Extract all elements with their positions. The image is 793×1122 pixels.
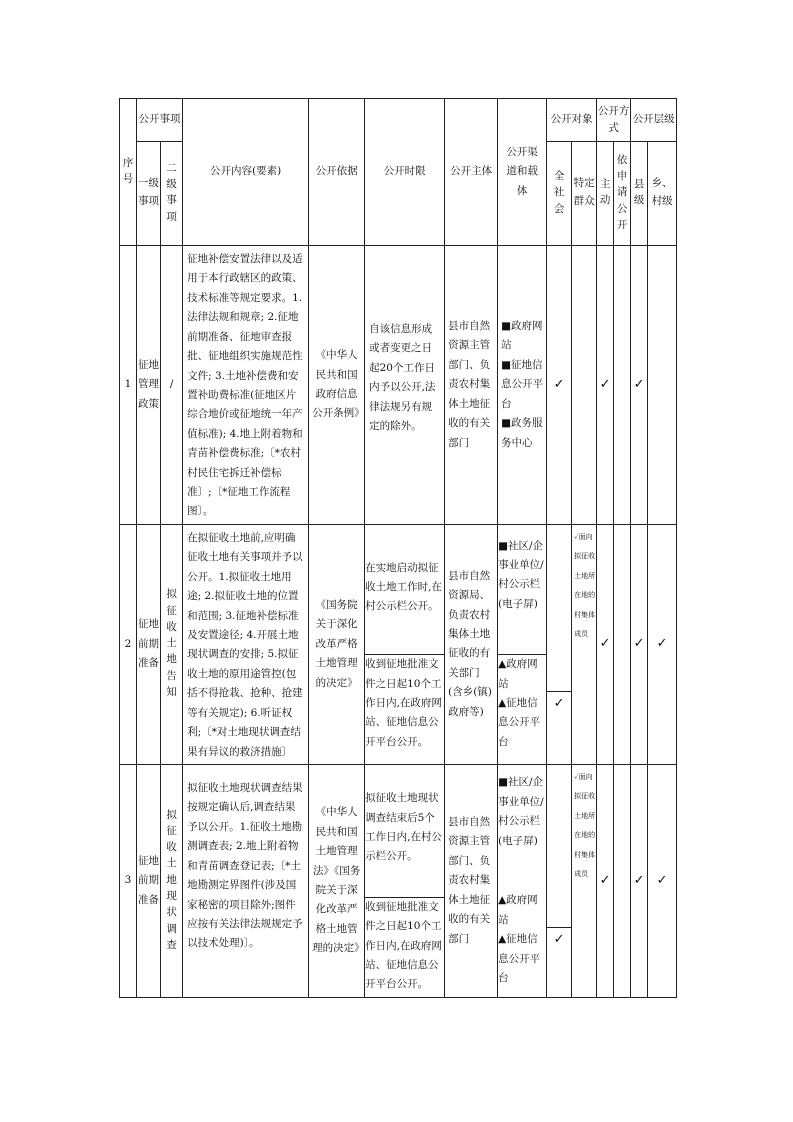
specific-check [572, 246, 597, 525]
level2-header-cell [161, 142, 183, 246]
time-limit-cell [365, 524, 445, 764]
all-society-check-village [547, 810, 571, 928]
town-check: ✓ [648, 764, 677, 997]
time-limit-split [365, 767, 444, 995]
content-cell: 征地补偿安置法律以及适用于本行政辖区的政策、技术标准等规定要求。1.法律法规和规章; 2.征地前期准备、征地审查报批、征地组织实施规范性文件; 3.土地补偿费和安置补助费标准(征地区片综合地价或征地统一年产值标准); 4.地上附着物和青苗补偿费标准;〔*农村村民住宅拆迁补偿标准〕;〔*征地工作流程图〕。 [183, 246, 309, 525]
header-row-1 [120, 99, 677, 142]
active-header-cell [597, 142, 614, 246]
specific-note: ✓面向拟征收土地所在地的村集体成员 [574, 772, 596, 879]
town-header-cell [648, 142, 677, 246]
time-limit-online: 收到征地批准文件之日起10个工作日内,在政府网站、征地信息公开平台公开。 [365, 897, 444, 995]
subject-cell: 县市自然资源主管部门、负责农村集体土地征收的有关部门 [445, 246, 498, 525]
channel-item: ■社区/企事业单位/村公示栏(电子屏) [498, 776, 544, 847]
county-check: ✓ [631, 764, 648, 997]
channel-online [498, 891, 546, 988]
county-check: ✓ [631, 524, 648, 764]
all-society-cell [547, 764, 572, 997]
all-society-cell [547, 524, 572, 764]
public-objects-header: 公开对象 [547, 99, 597, 142]
channel-village [498, 773, 546, 891]
basis-cell: 《国务院关于深化改革严格土地管理的决定》 [309, 524, 365, 764]
channel-item: ■征地信息公开平台 [501, 358, 544, 410]
active-check: ✓ [597, 524, 614, 764]
subject-cell: 县市自然资源主管部门、负责农村集体土地征收的有关部门 [445, 764, 498, 997]
request-check [614, 246, 631, 525]
specific-cell [572, 524, 597, 764]
seq-cell: 1 [120, 246, 137, 525]
time-limit-cell [365, 764, 445, 997]
all-society-check-online: ✓ [547, 691, 571, 716]
basis-cell: 《中华人民共和国土地管理法》《国务院关于深化改革严格土地管理的决定》 [309, 764, 365, 997]
time-limit-village: 拟征收土地现状调查结束后5个工作日内,在村公示栏公开。 [365, 792, 442, 863]
table-row [120, 524, 677, 764]
seq-cell: 2 [120, 524, 137, 764]
level1-header-cell [137, 142, 161, 246]
level1-cell [137, 764, 161, 997]
channel-item: ■政务服务中心 [501, 417, 543, 449]
level1-cell [137, 524, 161, 764]
all-society-header: 全社会 [553, 170, 565, 215]
level1-text: 征地前期准备 [138, 854, 160, 906]
disclosure-table [119, 98, 677, 998]
basis-cell: 《中华人民共和国政府信息公开条例》 [309, 246, 365, 525]
content-cell: 在拟征收土地前,应明确征收土地有关事项并予以公开。1.拟征收土地用途; 2.拟征收土地的位置和范围; 3.征地补偿标准及安置途径; 4.开展土地现状调查的安排; 5.拟征收土地的原用途管控(包括不得抢栽、抢种、抢建等有关规定); 6.听证权利;〔*对土地现状调查结果有异议的救济措施〕 [183, 524, 309, 764]
level2-text: 拟征收土地告知 [166, 588, 177, 699]
table-row [120, 764, 677, 997]
channel-split [498, 537, 546, 753]
level2-header: 二级事项 [166, 161, 177, 223]
table-row [120, 246, 677, 525]
town-check [648, 246, 677, 525]
active-check: ✓ [597, 764, 614, 997]
channel-village [498, 537, 546, 655]
time-limit-online: 收到征地批准文件之日起10个工作日内,在政府网站、征地信息公开平台公开。 [365, 655, 444, 753]
county-header: 县级 [633, 178, 645, 207]
level1-cell [137, 246, 161, 525]
channel-item: ■政府网站 [501, 319, 543, 352]
channel-cell [498, 246, 547, 525]
seq-cell: 3 [120, 764, 137, 997]
request-header-cell [614, 142, 631, 246]
request-check [614, 524, 631, 764]
channel-item: ▲征地信息公开平台 [498, 696, 541, 748]
public-method-header: 公开方式 [597, 99, 631, 142]
level2-cell [161, 524, 183, 764]
content-header: 公开内容(要素) [183, 99, 309, 246]
basis-header: 公开依据 [309, 99, 365, 246]
level2-cell [161, 764, 183, 997]
channel-cell [498, 524, 547, 764]
seq-header-cell [120, 99, 137, 246]
specific-header-cell [572, 142, 597, 246]
channel-online [498, 655, 546, 753]
channel-item: ▲政府网站 [498, 894, 538, 926]
time-limit-cell: 自该信息形成或者变更之日起20个工作日内予以公开,法律法规另有规定的除外。 [365, 246, 445, 525]
subject-cell: 县市自然资源局、负责农村集体土地征收的有关部门(含乡(镇)政府等) [445, 524, 498, 764]
public-items-header: 公开事项 [137, 99, 183, 142]
all-society-check: ✓ [547, 246, 572, 525]
all-society-split [547, 810, 571, 953]
channel-item: ▲政府网站 [498, 658, 538, 690]
content-cell: 拟征收土地现状调查结果按规定确认后,调查结果予以公开。1.征收土地勘测调查表; 2.地上附着物和青苗调查登记表;〔*土地勘测定界图件(涉及国家秘密的项目除外;图件应按有关法律法规规定予以技术处理)〕。 [183, 764, 309, 997]
specific-header: 特定群众 [573, 177, 595, 208]
active-header: 主动 [599, 178, 611, 207]
level2-cell: / [161, 246, 183, 525]
level1-text: 征地前期准备 [138, 618, 160, 670]
channel-cell [498, 764, 547, 997]
county-header-cell [631, 142, 648, 246]
seq-header: 序号 [122, 156, 134, 185]
level1-text: 征地管理政策 [138, 358, 160, 410]
channel-item: ▲征地信息公开平台 [498, 933, 541, 985]
town-check: ✓ [648, 524, 677, 764]
request-check [614, 764, 631, 997]
county-check: ✓ [631, 246, 648, 525]
public-level-header: 公开层级 [631, 99, 677, 142]
channel-item: ■社区/企事业单位/村公示栏(电子屏) [498, 539, 544, 610]
all-society-header-cell [547, 142, 572, 246]
channel-header: 公开渠道和载体 [498, 99, 547, 246]
time-limit-village: 在实地启动拟征收土地工作时,在村公示栏公开。 [365, 561, 442, 613]
specific-cell [572, 764, 597, 997]
subject-header: 公开主体 [445, 99, 498, 246]
town-header: 乡、村级 [651, 177, 673, 208]
level1-header: 一级事项 [138, 177, 160, 208]
all-society-split [547, 573, 571, 716]
all-society-check-village [547, 573, 571, 691]
all-society-check-online: ✓ [547, 928, 571, 953]
request-header: 依申请公开 [616, 153, 628, 231]
time-limit-header: 公开时限 [365, 99, 445, 246]
time-limit-split [365, 537, 444, 753]
channel-split [498, 773, 546, 988]
active-check: ✓ [597, 246, 614, 525]
level2-text: 拟征收土地现状调查 [166, 808, 177, 951]
specific-note: ✓面向拟征收土地所在地的村集体成员 [574, 532, 596, 639]
